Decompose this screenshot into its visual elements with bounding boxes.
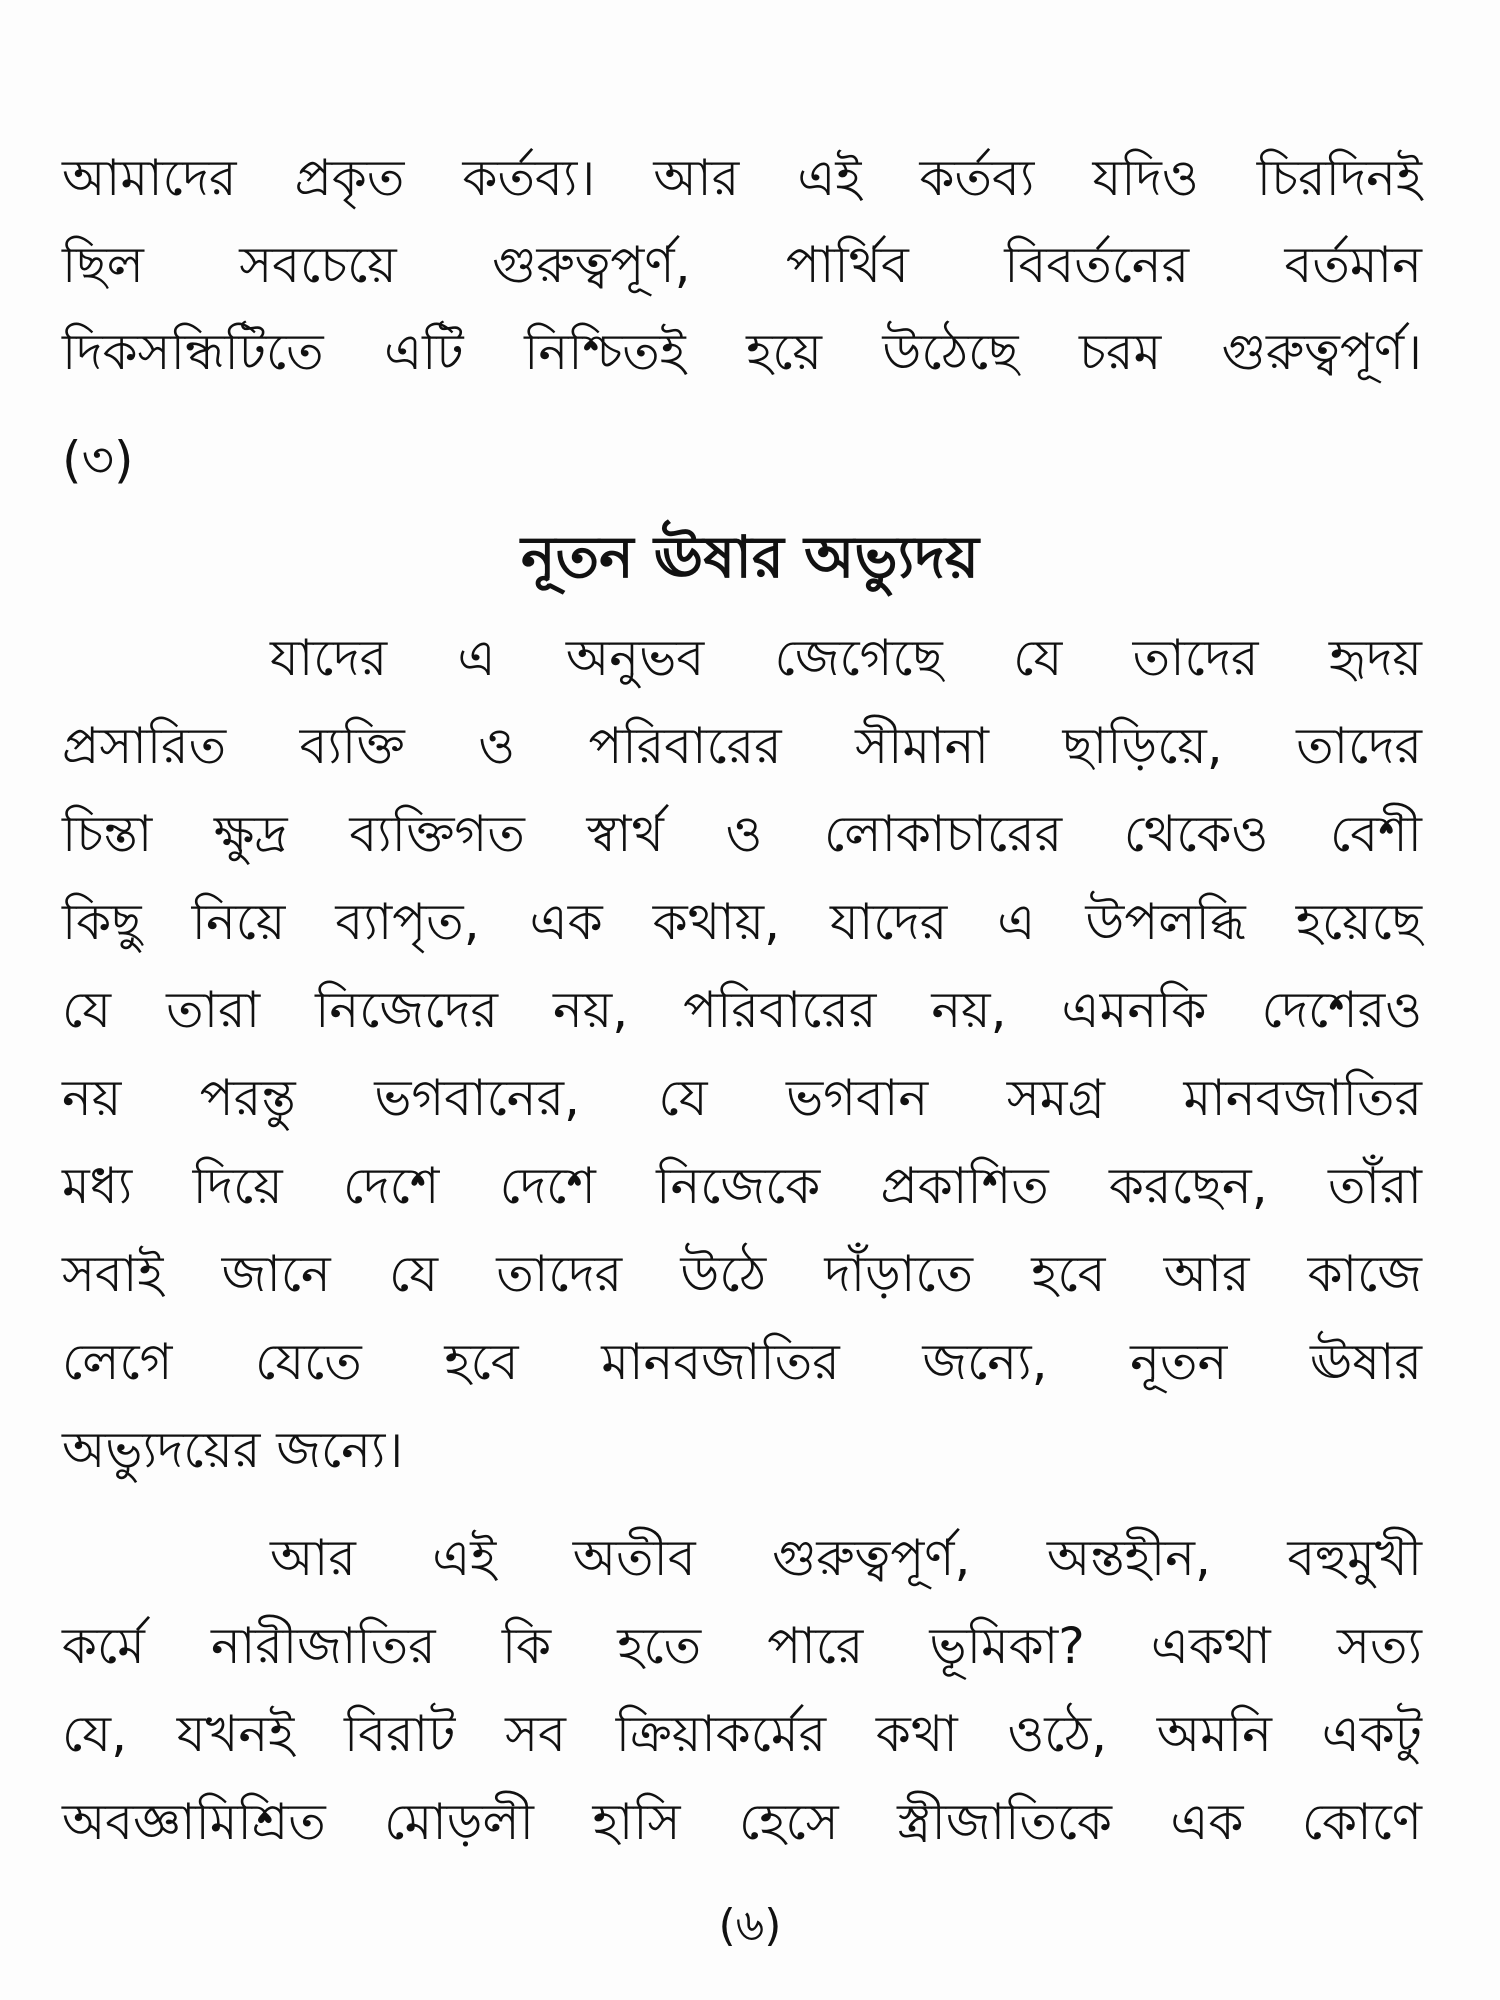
section-marker: (৩) <box>62 431 134 489</box>
text-line: লেগে যেতে হবে মানবজাতির জন্যে, নূতন ঊষার <box>62 1333 1422 1391</box>
text-line: নয় পরন্তু ভগবানের, যে ভগবান সমগ্র মানবজাতির <box>62 1069 1422 1127</box>
text-line: দিকসন্ধিটিতে এটি নিশ্চিতই হয়ে উঠেছে চরম গুরুত্বপূর্ণ। <box>62 323 1422 381</box>
text-line: কর্মে নারীজাতির কি হতে পারে ভূমিকা? একথা সত্য <box>62 1617 1422 1675</box>
text-line: মধ্য দিয়ে দেশে দেশে নিজেকে প্রকাশিত করছেন, তাঁরা <box>62 1157 1422 1215</box>
text-line: কিছু নিয়ে ব্যাপৃত, এক কথায়, যাদের এ উপলব্ধি হয়েছে <box>62 893 1422 951</box>
text-line: যে তারা নিজেদের নয়, পরিবারের নয়, এমনকি দেশেরও <box>62 981 1422 1039</box>
text-line: অবজ্ঞামিশ্রিত মোড়লী হাসি হেসে স্ত্রীজাতিকে এক কোণে <box>62 1793 1422 1851</box>
text-line: যে, যখনই বিরাট সব ক্রিয়াকর্মের কথা ওঠে, অমনি একটু <box>62 1705 1422 1763</box>
text-line-last: অভ্যুদয়ের জন্যে। <box>62 1421 404 1479</box>
text-line: চিন্তা ক্ষুদ্র ব্যক্তিগত স্বার্থ ও লোকাচারের থেকেও বেশী <box>62 805 1422 863</box>
text-line: আমাদের প্রকৃত কর্তব্য। আর এই কর্তব্য যদিও চিরদিনই <box>62 149 1422 207</box>
section-heading: নূতন ঊষার অভ্যুদয় <box>521 523 979 591</box>
text-line: যাদের এ অনুভব জেগেছে যে তাদের হৃদয় <box>270 629 1422 687</box>
page-number: (৬) <box>718 1900 782 1951</box>
text-line: প্রসারিত ব্যক্তি ও পরিবারের সীমানা ছাড়িয়ে, তাদের <box>62 717 1422 775</box>
text-line: আর এই অতীব গুরুত্বপূর্ণ, অন্তহীন, বহুমুখী <box>270 1529 1422 1587</box>
text-line: ছিল সবচেয়ে গুরুত্বপূর্ণ, পার্থিব বিবর্তনের বর্তমান <box>62 236 1422 294</box>
text-line: সবাই জানে যে তাদের উঠে দাঁড়াতে হবে আর কাজে <box>62 1245 1422 1303</box>
